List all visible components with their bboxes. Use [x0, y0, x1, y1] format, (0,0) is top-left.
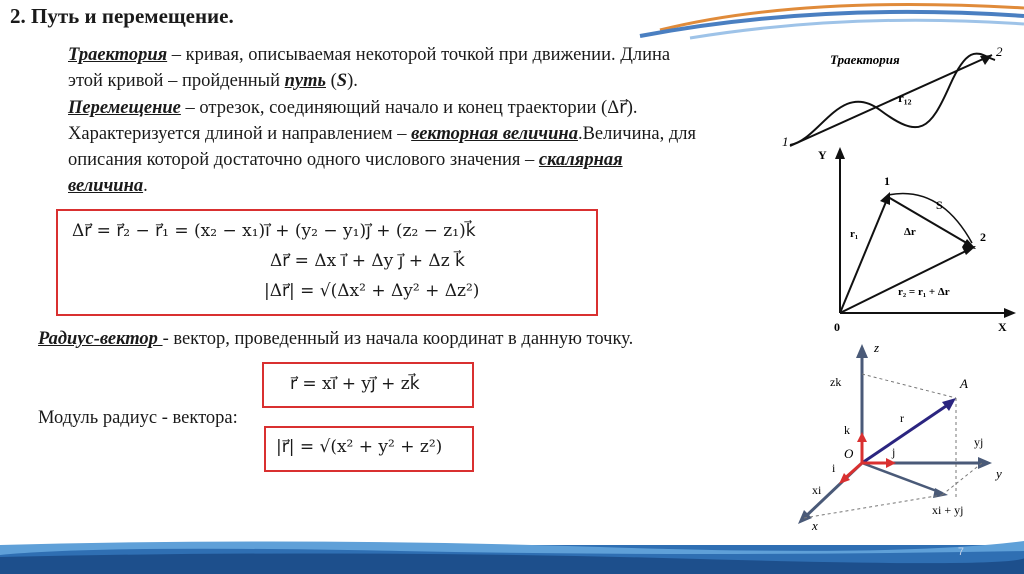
trajectory-diagram	[780, 40, 1020, 155]
axis-x-label-3d: x	[812, 518, 818, 533]
formula-radius-modulus: |r⃗| = √(x² + y² + z²)	[276, 437, 443, 457]
vector-sum-diagram	[800, 145, 1022, 335]
k-label: k	[844, 423, 850, 437]
origin-o-label: O	[844, 446, 854, 461]
yj-label: yj	[974, 435, 984, 449]
point-a-label: A	[960, 376, 968, 391]
formula-displacement-delta: Δr⃗ = Δx i⃗ + Δy j⃗ + Δz k⃗	[270, 251, 465, 271]
point-1-label: 1	[884, 174, 890, 188]
radius-vector-3d-diagram	[792, 338, 1022, 534]
r2-equation-label: r₂ = r₁ + Δr	[898, 286, 950, 298]
header-swoosh-decoration	[600, 0, 1024, 40]
term-scalar-quantity: скалярная величина	[68, 150, 623, 197]
formula-displacement-components: Δr⃗ = r⃗₂ − r⃗₁ = (x₂ − x₁)i⃗ + (y₂ − y₁)j⃗ + (z₂ − z₁)k⃗	[72, 221, 476, 241]
term-radius-vector: Радиус-вектор	[38, 329, 163, 349]
r-label: r	[900, 411, 904, 425]
axis-z-label: z	[874, 340, 880, 355]
traj-point-2: 2	[996, 44, 1003, 59]
axis-y-label-3d: y	[996, 466, 1002, 481]
traj-r12-label: r₁₂	[898, 90, 912, 105]
xi-label: xi	[812, 483, 822, 497]
delta-r-label: Δr	[904, 226, 916, 238]
term-trajectory: Траектория	[68, 45, 168, 65]
modulus-label: Модуль радиус - вектора:	[38, 408, 238, 428]
footer-wave-band	[0, 537, 1024, 574]
formula-radius-vector: r⃗ = xi⃗ + yj⃗ + zk⃗	[290, 374, 420, 394]
formula-displacement-modulus: |Δr⃗| = √(Δx² + Δy² + Δz²)	[264, 281, 480, 301]
xi-plus-yj-label: xi + yj	[932, 503, 964, 517]
term-displacement: Перемещение	[68, 97, 181, 118]
term-path: путь	[284, 71, 326, 92]
axis-x-label: X	[998, 320, 1007, 334]
page-number: 7	[957, 546, 964, 558]
point-2-label: 2	[980, 230, 986, 244]
radius-vector-paragraph: Радиус-вектор - вектор, проведенный из начала координат в данную точку.	[38, 329, 634, 349]
r1-label: r₁	[850, 228, 859, 240]
traj-label: Траектория	[830, 52, 900, 67]
path-s-label: S	[936, 198, 943, 212]
i-label: i	[832, 461, 836, 475]
slide-title: 2. Путь и перемещение.	[10, 4, 234, 28]
origin-label: 0	[834, 320, 840, 334]
zk-label: zk	[830, 375, 842, 389]
term-vector-quantity: векторная величина	[411, 123, 578, 144]
axis-y-label: Y	[818, 148, 827, 162]
j-label: j	[892, 445, 896, 459]
traj-point-1: 1	[782, 134, 789, 149]
definition-paragraph: Траектория – кривая, описываемая некоторой точкой при движении. Длина этой кривой – пройденный путь (S). Перемещение – отрезок, соединяющий начало и конец траектории (Δr⃗). Характеризуется длиной и направлением – векторная величина.Величина, для описания которой достаточно одного числового значения – скалярная величина.	[68, 45, 696, 197]
